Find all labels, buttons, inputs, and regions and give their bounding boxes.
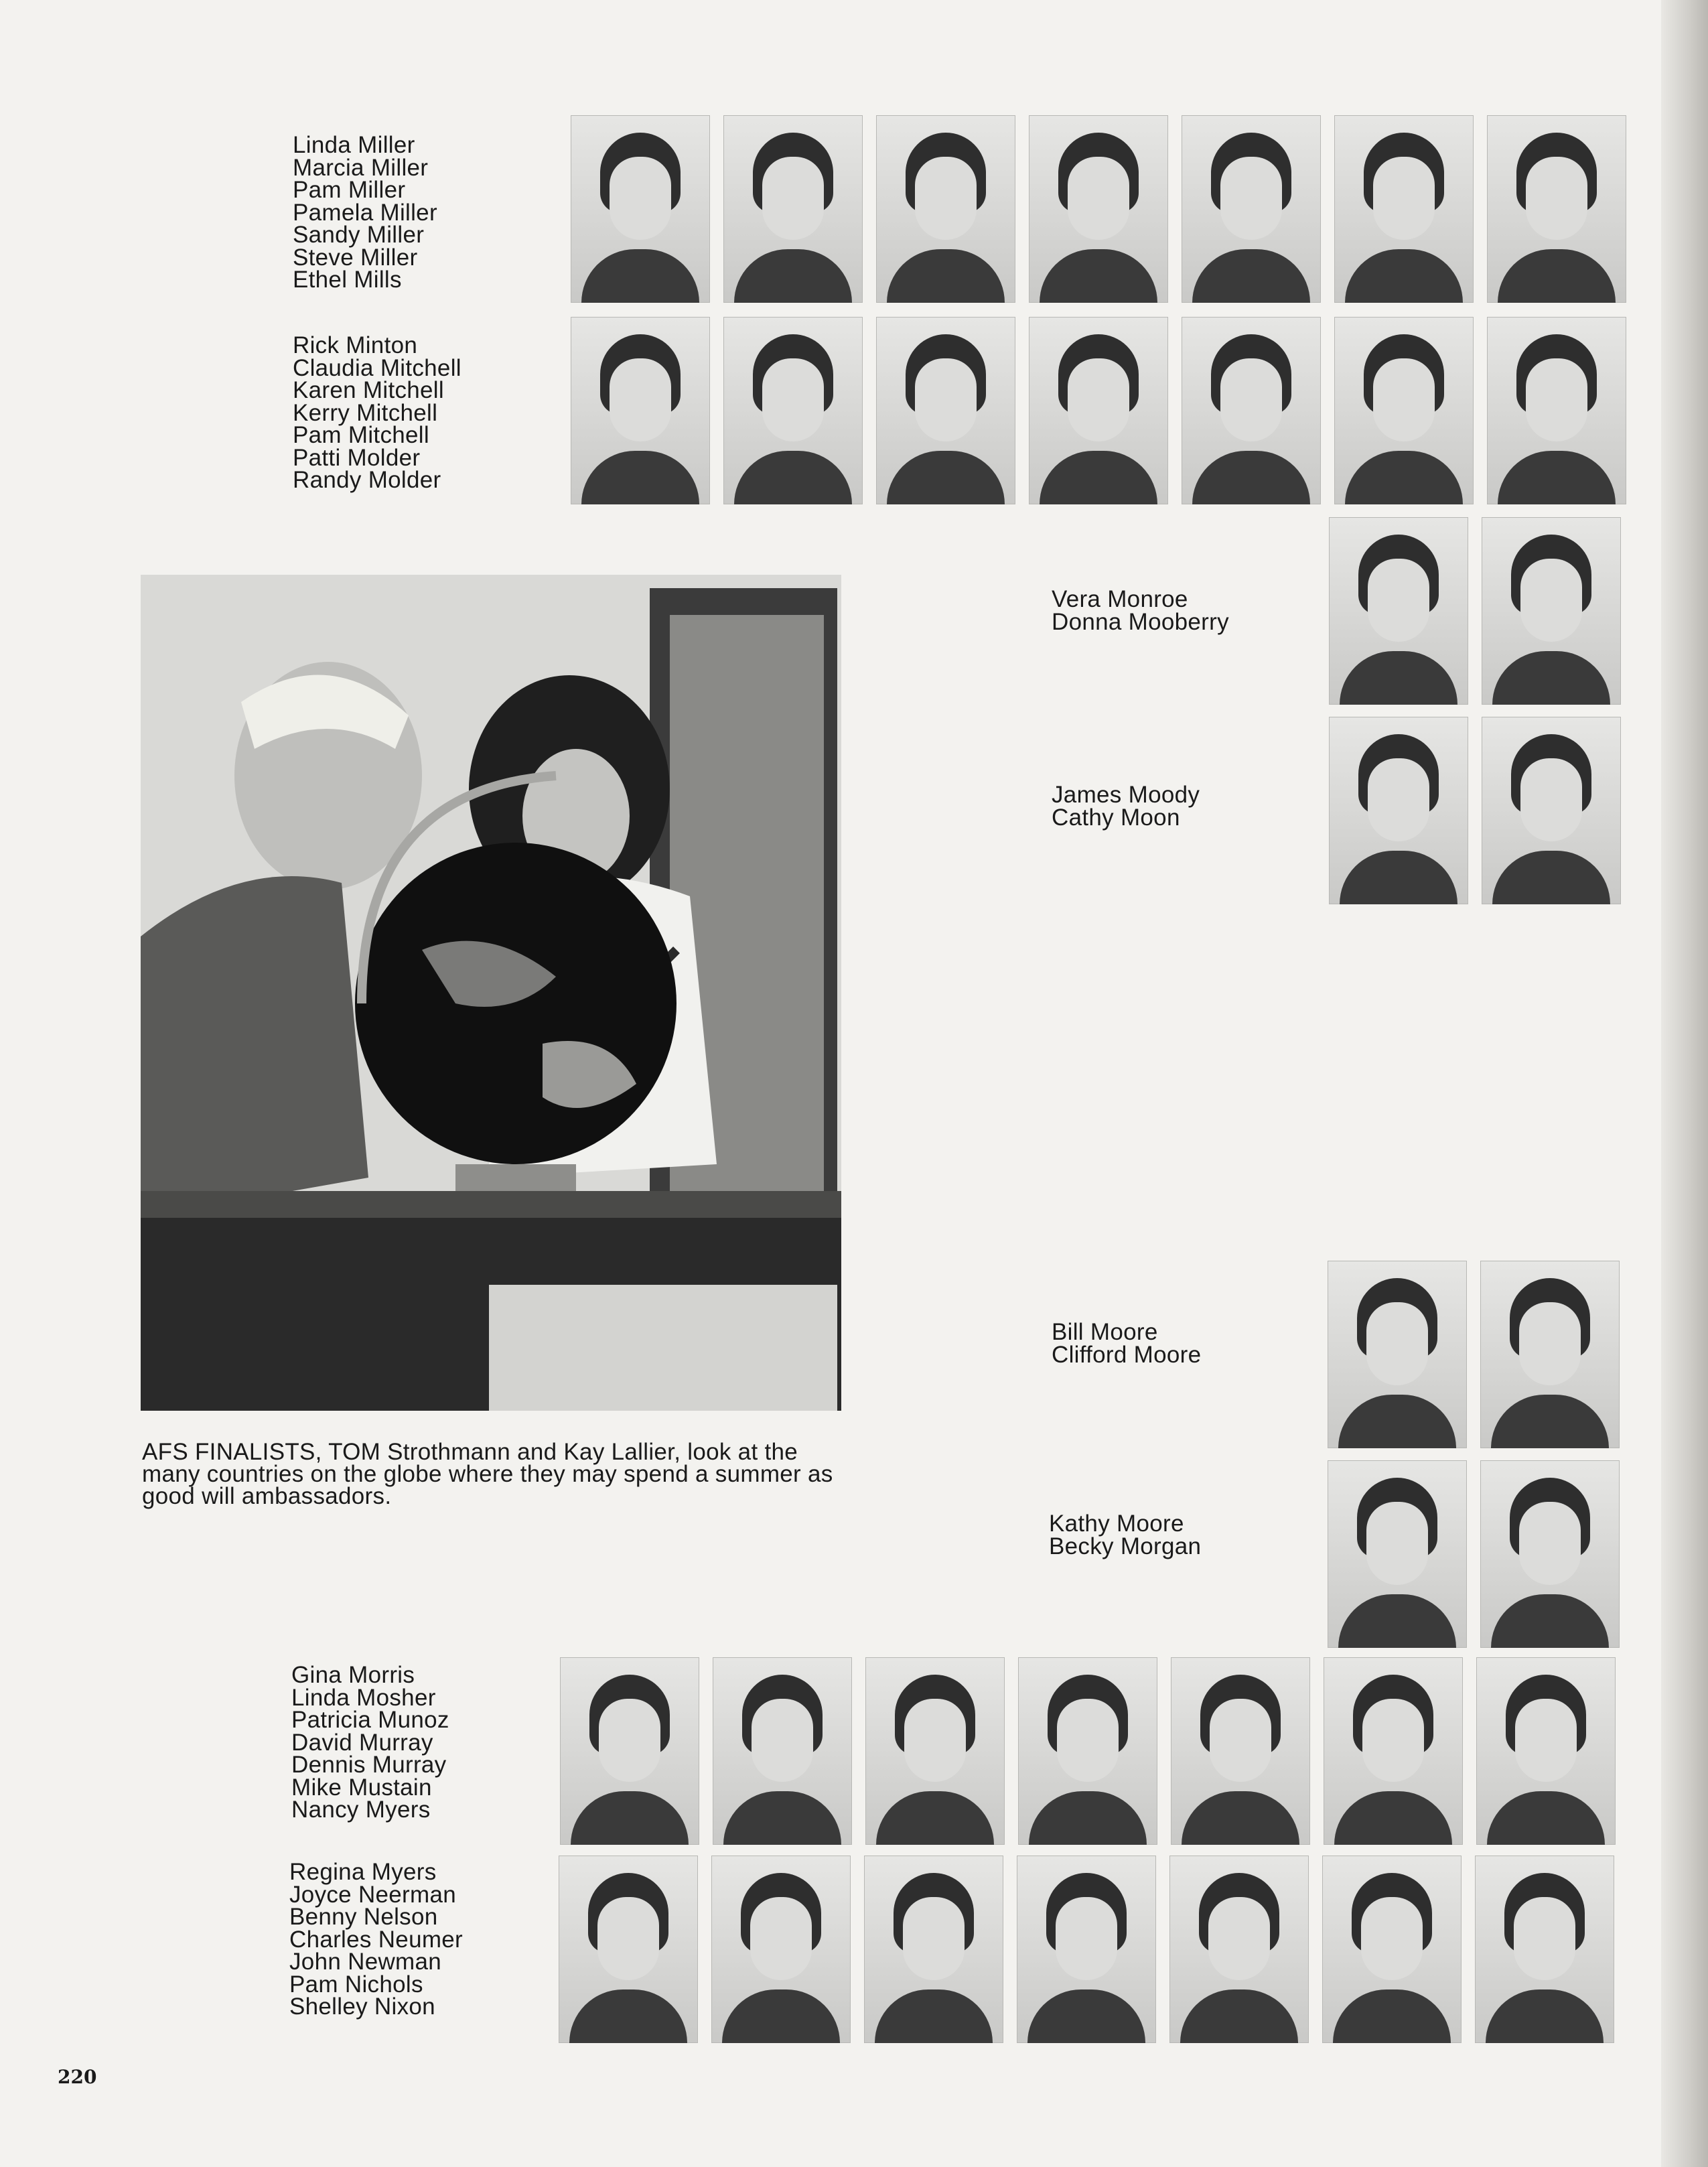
student-portrait xyxy=(1487,317,1626,504)
student-portrait xyxy=(1171,1657,1310,1845)
student-name: Becky Morgan xyxy=(1049,1533,1202,1559)
student-name: Kathy Moore xyxy=(1049,1511,1184,1537)
name-list-group-7 xyxy=(291,1664,449,1821)
student-portrait xyxy=(1334,115,1474,303)
student-portrait xyxy=(560,1657,699,1845)
student-name: Nancy Myers xyxy=(291,1797,431,1823)
student-name: Dennis Murray xyxy=(291,1752,447,1778)
student-portrait xyxy=(1329,717,1468,904)
student-name: Joyce Neerman xyxy=(289,1881,457,1908)
student-portrait xyxy=(1487,115,1626,303)
student-portrait xyxy=(876,317,1015,504)
name-list-group-2 xyxy=(293,334,461,492)
student-portrait xyxy=(1482,717,1621,904)
student-portrait xyxy=(1475,1856,1614,2043)
student-name: Karen Mitchell xyxy=(293,377,444,403)
name-list-group-5 xyxy=(1052,1321,1201,1366)
portrait-row-group-5 xyxy=(1328,1261,1633,1448)
student-name: Ethel Mills xyxy=(293,267,402,293)
student-portrait xyxy=(1334,317,1474,504)
portrait-row-group-3 xyxy=(1329,517,1634,705)
student-name: Randy Molder xyxy=(293,467,441,493)
student-portrait xyxy=(559,1856,698,2043)
portrait-row-group-4 xyxy=(1329,717,1634,904)
student-portrait xyxy=(1476,1657,1616,1845)
student-portrait xyxy=(723,115,863,303)
student-name: Pam Miller xyxy=(293,177,406,203)
student-portrait xyxy=(1324,1657,1463,1845)
student-name: David Murray xyxy=(291,1729,433,1756)
student-portrait xyxy=(1018,1657,1157,1845)
student-name: James Moody xyxy=(1052,782,1200,808)
candid-photo-globe xyxy=(141,575,841,1411)
portrait-row-group-2 xyxy=(571,317,1640,504)
student-name: Rick Minton xyxy=(293,332,418,358)
student-name: Gina Morris xyxy=(291,1662,415,1688)
candid-photo-art xyxy=(141,575,841,1411)
student-portrait xyxy=(1328,1460,1467,1648)
student-name: Bill Moore xyxy=(1052,1319,1158,1345)
student-name: Claudia Mitchell xyxy=(293,354,461,381)
student-portrait xyxy=(1329,517,1468,705)
student-name: Marcia Miller xyxy=(293,154,429,181)
student-name: John Newman xyxy=(289,1949,442,1975)
student-name: Cathy Moon xyxy=(1052,804,1180,831)
name-list-group-8 xyxy=(289,1861,463,2018)
student-portrait xyxy=(1029,317,1168,504)
name-list-group-6 xyxy=(1049,1513,1201,1557)
student-name: Charles Neumer xyxy=(289,1926,464,1953)
photo-caption: AFS FINALISTS, TOM Strothmann and Kay Lallier, look at the many countries on the globe where they may spend a summer as good will ambassadors. xyxy=(142,1439,833,1509)
student-portrait xyxy=(1182,317,1321,504)
student-name: Shelley Nixon xyxy=(289,1994,435,2020)
student-portrait xyxy=(1480,1261,1620,1448)
student-portrait xyxy=(713,1657,852,1845)
student-name: Pam Nichols xyxy=(289,1971,423,1998)
portrait-row-group-6 xyxy=(1328,1460,1633,1648)
student-portrait xyxy=(711,1856,851,2043)
student-name: Patricia Munoz xyxy=(291,1707,449,1733)
student-portrait xyxy=(571,115,710,303)
portrait-row-group-8 xyxy=(559,1856,1628,2043)
student-name: Linda Mosher xyxy=(291,1684,436,1711)
student-name: Pamela Miller xyxy=(293,199,437,226)
student-name: Clifford Moore xyxy=(1052,1341,1202,1368)
student-name: Vera Monroe xyxy=(1052,586,1188,612)
student-portrait xyxy=(864,1856,1003,2043)
student-portrait xyxy=(1482,517,1621,705)
name-list-group-4 xyxy=(1052,784,1200,829)
student-name: Linda Miller xyxy=(293,132,415,158)
student-portrait xyxy=(723,317,863,504)
student-portrait xyxy=(1322,1856,1462,2043)
page-number: 220 xyxy=(58,2066,97,2088)
student-portrait xyxy=(1017,1856,1156,2043)
name-list-group-3 xyxy=(1052,588,1229,633)
student-name: Mike Mustain xyxy=(291,1774,432,1801)
portrait-row-group-7 xyxy=(560,1657,1629,1845)
student-name: Kerry Mitchell xyxy=(293,399,438,426)
student-portrait xyxy=(571,317,710,504)
student-portrait xyxy=(1169,1856,1309,2043)
student-name: Pam Mitchell xyxy=(293,422,429,448)
student-name: Donna Mooberry xyxy=(1052,608,1229,635)
student-name: Benny Nelson xyxy=(289,1904,438,1930)
student-name: Sandy Miller xyxy=(293,222,425,248)
page-binding-shadow xyxy=(1661,0,1708,2167)
student-portrait xyxy=(1480,1460,1620,1648)
student-portrait xyxy=(1029,115,1168,303)
student-name: Patti Molder xyxy=(293,444,421,471)
student-portrait xyxy=(865,1657,1005,1845)
student-name: Steve Miller xyxy=(293,244,418,271)
name-list-group-1 xyxy=(293,134,437,291)
student-portrait xyxy=(1328,1261,1467,1448)
student-portrait xyxy=(1182,115,1321,303)
student-portrait xyxy=(876,115,1015,303)
student-name: Regina Myers xyxy=(289,1859,437,1885)
portrait-row-group-1 xyxy=(571,115,1640,303)
